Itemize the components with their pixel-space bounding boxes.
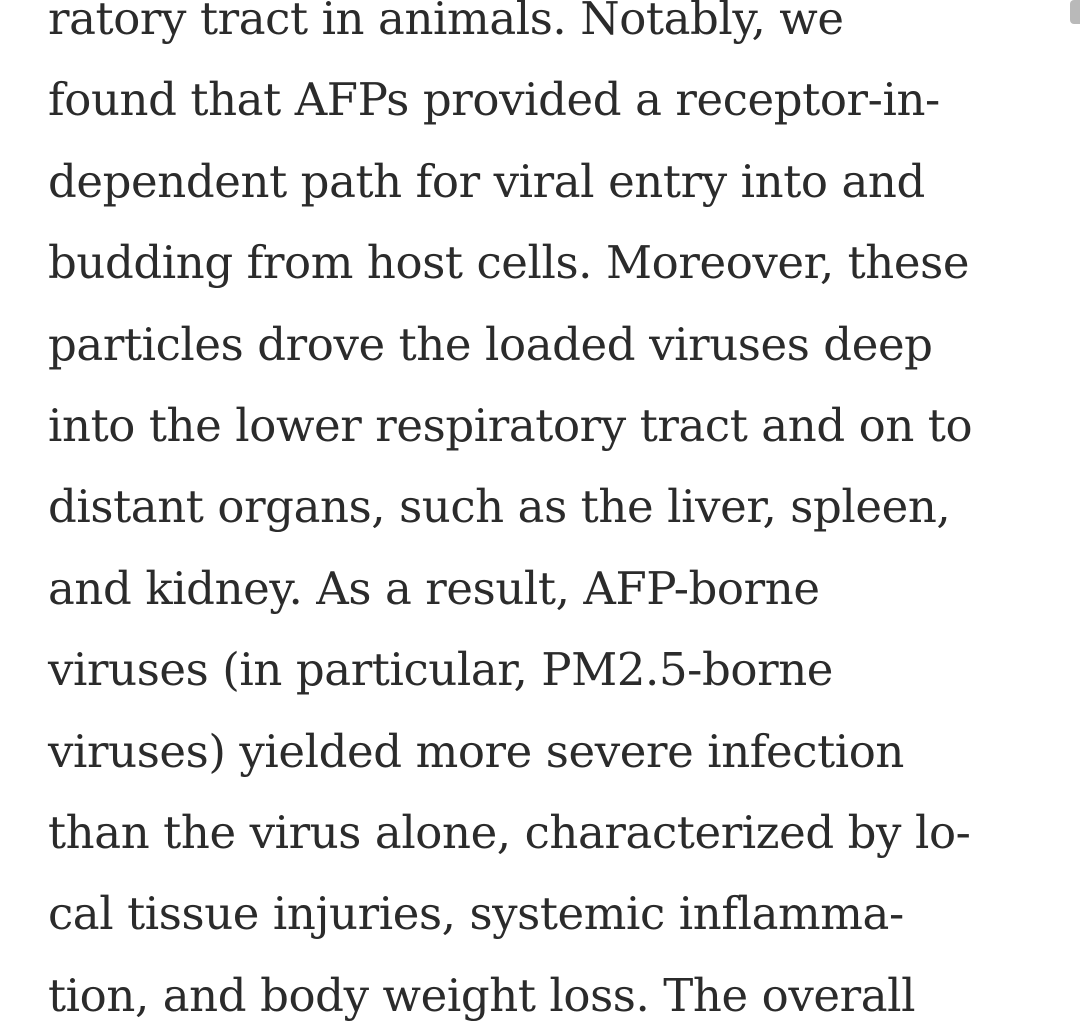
paragraph-line: viruses) yielded more severe infection <box>48 724 905 778</box>
paragraph-line: particles drove the loaded viruses deep <box>48 317 933 371</box>
paragraph-line: budding from host cells. Moreover, these <box>48 236 970 290</box>
paragraph-line: and kidney. As a result, AFP-borne <box>48 561 820 615</box>
article-paragraph <box>48 0 1058 1036</box>
paragraph-line: dependent path for viral entry into and <box>48 154 925 208</box>
paragraph-line: viruses (in particular, PM2.5-borne <box>48 643 834 697</box>
paragraph-line: cal tissue injuries, systemic inflamma- <box>48 887 904 941</box>
paragraph-line: ratory tract in animals. Notably, we <box>48 0 844 45</box>
paragraph-line: tion, and body weight loss. The overall <box>48 968 916 1022</box>
paragraph-line: into the lower respiratory tract and on to <box>48 399 973 453</box>
paragraph-line: found that AFPs provided a receptor-in- <box>48 73 940 127</box>
paragraph-line: distant organs, such as the liver, spleen, <box>48 480 951 534</box>
paragraph-line: than the virus alone, characterized by lo- <box>48 806 971 860</box>
scrollbar-thumb[interactable] <box>1070 0 1080 24</box>
